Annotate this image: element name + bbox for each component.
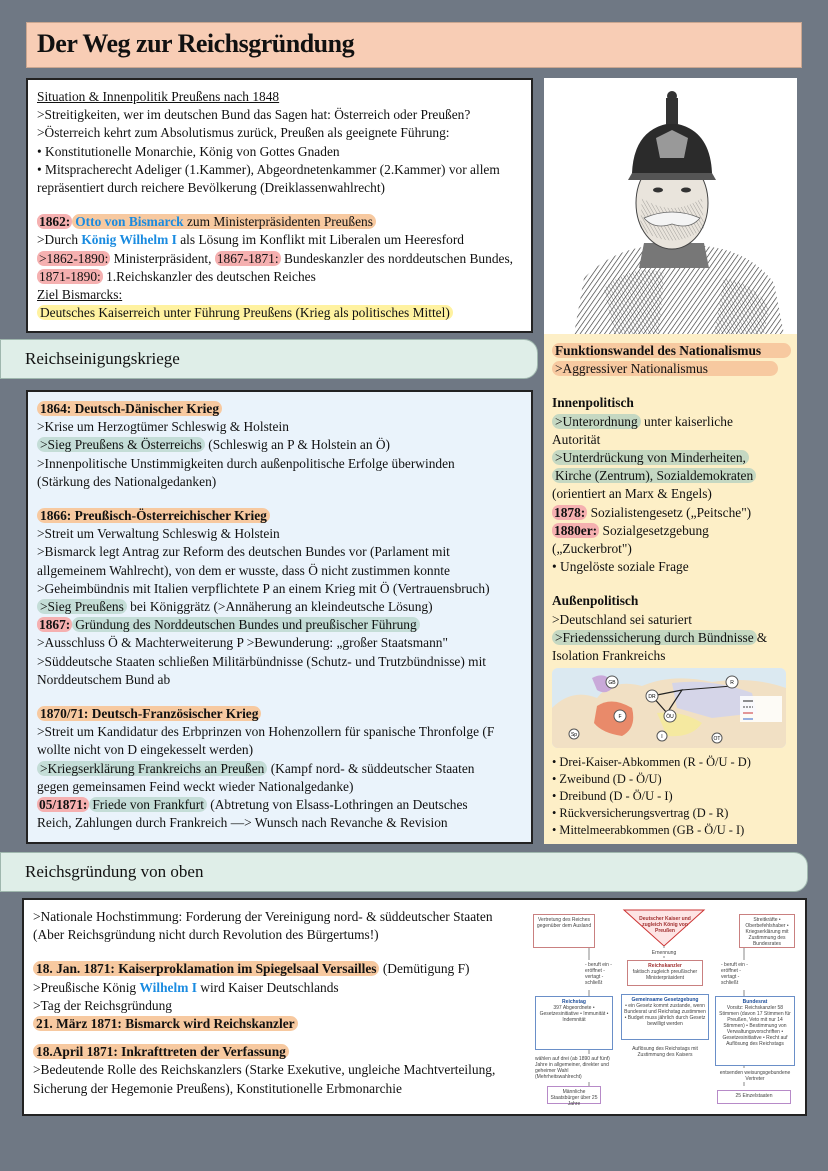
nat-line: Isolation Frankreichs	[552, 648, 666, 664]
k2-norddeutscher-bund: Gründung des Norddeutschen Bundes und preußischer Führung	[72, 617, 419, 632]
bundesrat-title: Bundesrat	[742, 999, 768, 1005]
kriege-line: >Streit um Verwaltung Schleswig & Holstein	[37, 526, 280, 542]
ziel-text: Deutsches Kaiserreich unter Führung Preußens (Krieg als politisches Mittel)	[37, 305, 453, 320]
aussen-heading: Außenpolitisch	[552, 593, 639, 609]
kriege-line: bei Königgrätz (>Annäherung an kleindeutsche Lösung)	[130, 599, 433, 615]
situation-line: • Konstitutionelle Monarchie, König von Gottes Gnaden	[37, 143, 340, 159]
king-wilhelm: König Wilhelm I	[81, 232, 177, 248]
kaiser-box	[637, 914, 693, 936]
nat-line: unter kaiserliche	[644, 413, 733, 429]
kriege-line: >Süddeutsche Staaten schließen Militärbündnisse (Schutz- und Trutzbündnisse) mit	[37, 653, 487, 669]
reichstag-title: Reichstag	[562, 999, 586, 1005]
maenner-box	[547, 1086, 601, 1107]
year-1862: >1862-1890:	[39, 250, 109, 266]
page-title: Der Weg zur Reichsgründung	[37, 29, 355, 58]
reichskanzler-box	[627, 960, 703, 986]
nat-line: („Zuckerbrot")	[552, 541, 632, 557]
oben-line: >Nationale Hochstimmung: Forderung der Vereinigung nord- & süddeutscher Staaten	[33, 909, 493, 924]
bundesrat-box	[715, 996, 795, 1066]
situation-line: >Streitigkeiten, wer im deutschen Bund das Sagen hat: Österreich oder Preußen?	[37, 107, 471, 123]
reichstag-sub: 397 Abgeordnete • Gesetzesinitiative • Immunität • Indemnität	[539, 1005, 609, 1023]
durch-line	[37, 231, 522, 249]
kriege-line: Reich, Zahlungen durch Frankreich —> Wunsch nach Revanche & Revision	[37, 815, 448, 831]
kriege-line: Norddeutschem Bund ab	[37, 671, 171, 687]
nat-line: &	[756, 629, 768, 645]
reichskanzler-sub: faktisch zugleich preußischer Ministerpräsident	[632, 969, 698, 981]
kriege-line: allgemeinem Wahlrecht), von dem er wusste, dass Ö nicht zustimmen konnte	[37, 562, 450, 578]
gesetzgebung-title: Gemeinsame Gesetzgebung	[631, 997, 699, 1003]
verfassung-diagram	[529, 908, 799, 1108]
kriege-line: >Bismarck legt Antrag zur Reform des deutschen Bundes vor (Parlament mit	[37, 544, 450, 560]
year-1867: 1867-1871:	[216, 250, 279, 266]
wahl-note	[533, 1054, 613, 1082]
entsenden-note	[717, 1068, 793, 1082]
bismarck-reichskanzler: 21. März 1871: Bismarck wird Reichskanzler	[33, 1016, 298, 1031]
career-text: 1.Reichskanzler des deutschen Reiches	[106, 268, 316, 284]
buendnis-item: • Mittelmeerabkommen (GB - Ö/U - I)	[552, 823, 745, 838]
map-label: F	[618, 714, 622, 721]
nat-line: >Deutschland sei saturiert	[552, 611, 692, 627]
nat-line: Sozialgesetzgebung	[602, 522, 709, 538]
map-label: OT	[713, 736, 721, 743]
oben-line: (Aber Reichsgründung nicht durch Revolution des Bürgertums!)	[33, 927, 379, 943]
kriege-line: >Krise um Herzogtümer Schleswig & Holstein	[37, 419, 289, 435]
career-text: Ministerpräsident,	[113, 250, 212, 266]
streitkraefte-box	[739, 914, 795, 948]
section-reichsgruendung-von-oben: Reichsgründung von oben	[0, 852, 808, 892]
situation-line: • Mitspracherecht Adeliger (1.Kammer), Abgeordnetenkammer (2.Kammer) vor allem	[37, 161, 500, 177]
nationalismus-sub: >Aggressiver Nationalismus	[552, 361, 778, 376]
unterdrueckung: >Unterdrückung von Minderheiten,	[552, 450, 749, 465]
verfassung: 18.April 1871: Inkrafttreten der Verfassung	[33, 1044, 289, 1059]
aufloesung	[625, 1044, 705, 1058]
k2-title: 1866: Preußisch-Österreichischer Krieg	[37, 508, 270, 523]
unterordnung: >Unterordnung	[552, 414, 641, 429]
kriege-box	[26, 390, 533, 844]
map-label: GB	[608, 680, 616, 687]
buendnis-item: • Dreibund (D - Ö/U - I)	[552, 789, 673, 804]
bundesrat-sub: Vorsitz: Reichskanzler 58 Stimmen (davon 17 Stimmen für Preußen, Veto mit nur 14 Stimmen) • Bestimmung von Verwaltungsvorschriften • Gesetzesinitiative • Recht auf Auflösung des Reichstags	[719, 1005, 791, 1047]
kriege-line: >Ausschluss Ö & Machterweiterung P >Bewunderung: „großer Staatsmann"	[37, 635, 448, 651]
year-1880er: 1880er:	[554, 522, 598, 538]
ernennung-label: Ernennung	[651, 950, 677, 956]
innen-heading: Innenpolitisch	[552, 395, 634, 411]
k3-kriegserklaerung: >Kriegserklärung Frankreichs an Preußen	[37, 761, 267, 776]
kriege-line: >Geheimbündnis mit Italien verpflichtete P an einem Krieg mit Ö (Vertrauensbruch)	[37, 580, 490, 596]
unterdrueckung-cont: Kirche (Zentrum), Sozialdemokraten	[552, 468, 756, 483]
bismarck-portrait-image	[544, 78, 797, 334]
kriege-line: >Innenpolitische Unstimmigkeiten durch außenpolitische Erfolge überwinden	[37, 455, 455, 471]
wahl-label: wählen auf drei (ab 1890 auf fünf) Jahre in allgemeiner, direkter und geheimer Wahl (Mehrheitswahlrecht)	[535, 1056, 610, 1080]
nat-line: Sozialistengesetz („Peitsche")	[590, 504, 752, 520]
career-line	[37, 250, 522, 268]
title-bar	[26, 22, 802, 68]
friedenssicherung: >Friedenssicherung durch Bündnisse	[552, 630, 757, 645]
year-1867: 1867:	[39, 617, 71, 633]
kriege-line: >Streit um Kandidatur des Erbprinzen von Hohenzollern für spanische Thronfolge (F	[37, 724, 495, 740]
bismarck-name: Otto von Bismarck	[75, 214, 184, 230]
reichskanzler-title: Reichskanzler	[648, 963, 682, 969]
ziel-heading: Ziel Bismarcks:	[37, 287, 123, 303]
map-label: Sp	[570, 732, 578, 739]
situation-line: >Österreich kehrt zum Absolutismus zurück, Preußen als geeignete Führung:	[37, 125, 450, 141]
k2-sieg: >Sieg Preußens	[37, 599, 127, 614]
year-1871: 1871-1890:	[39, 268, 101, 284]
nat-line: Autorität	[552, 431, 601, 447]
year-1871: 05/1871:	[39, 797, 88, 813]
section-reichseinigungskriege: Reichseinigungskriege	[0, 339, 538, 379]
year-1878: 1878:	[554, 504, 586, 520]
einzelstaaten-label: 25 Einzelstaaten	[735, 1093, 773, 1099]
beruft-right	[719, 960, 753, 990]
gesetzgebung-box	[621, 994, 709, 1040]
oben-line: >Preußische König	[33, 979, 137, 995]
nat-line: (orientiert an Marx & Engels)	[552, 486, 712, 502]
map-label: R	[730, 680, 734, 687]
streitkraefte-label: Streitkräfte • Oberbefehlshaber • Kriegserklärung mit Zustimmung des Bundesrates	[745, 917, 789, 947]
oben-line: >Tag der Reichsgründung	[33, 997, 172, 1013]
beruft-left-label: - beruft ein - eröffnet - vertagt - schließt	[585, 962, 612, 986]
career-text: Bundeskanzler des norddeutschen Bundes,	[283, 250, 514, 266]
bismarck-rest: zum Ministerpräsidenten Preußens	[186, 214, 373, 230]
kriege-line: (Stärkung des Nationalgedanken)	[37, 473, 217, 489]
oben-line: wird Kaiser Deutschlands	[200, 979, 339, 995]
bismarck-year: 1862:	[39, 214, 71, 230]
maenner-label: Männliche Staatsbürger über 25 Jahre	[550, 1089, 598, 1107]
bismarck-line	[37, 213, 522, 231]
beruft-right-label: - beruft ein - eröffnet - vertagt - schließt	[721, 962, 748, 986]
king-wilhelm: Wilhelm I	[139, 979, 197, 995]
vertretung-label: Vertretung des Reiches gegenüber dem Ausland	[536, 917, 592, 929]
situation-box	[26, 78, 533, 333]
k1-title: 1864: Deutsch-Dänischer Krieg	[37, 401, 222, 416]
map-label: DR	[648, 694, 656, 701]
kriege-line: wollte nicht von D eingekesselt werden)	[37, 742, 254, 758]
bismarck-portrait	[544, 78, 797, 334]
buendnis-item: • Zweibund (D - Ö/U)	[552, 772, 662, 787]
entsenden-label: entsenden weisungsgebundene Vertreter	[719, 1070, 791, 1082]
buendnis-item: • Drei-Kaiser-Abkommen (R - Ö/U - D)	[552, 755, 751, 770]
nationalismus-heading: Funktionswandel des Nationalismus	[552, 343, 791, 358]
buendnis-map	[552, 668, 786, 748]
nat-line: • Ungelöste soziale Frage	[552, 559, 689, 575]
kriege-line: (Abtretung von Elsass-Lothringen an Deutsches	[210, 797, 468, 813]
k3-friede: Friede von Frankfurt	[89, 797, 207, 812]
kriege-line: (Schleswig an P & Holstein an Ö)	[208, 437, 390, 453]
europe-map-image	[552, 668, 786, 748]
aufloesung-label: Auflösung des Reichstags mit Zustimmung des Kaisers	[632, 1046, 698, 1058]
oben-box	[22, 898, 807, 1116]
kaiser-label: Deutscher Kaiser und zugleich König von Preußen	[639, 916, 691, 934]
durch-pre: >Durch	[37, 232, 79, 248]
kriege-line: gegen gemeinsamen Feind weckt wieder Nationalgedanke)	[37, 778, 354, 794]
kaiserproklamation: 18. Jan. 1871: Kaiserproklamation im Spiegelsaal Versailles	[33, 961, 379, 976]
vertretung-box	[533, 914, 595, 948]
oben-line: >Bedeutende Rolle des Reichskanzlers (Starke Exekutive, ungleiche Machtverteilung,	[33, 1062, 496, 1078]
k3-title: 1870/71: Deutsch-Französischer Krieg	[37, 706, 261, 721]
map-label: I	[661, 734, 663, 741]
gesetzgebung-sub: • ein Gesetz kommt zustande, wenn Bundesrat und Reichstag zustimmen • Budget muss jährlich durch Gesetz bewilligt werden	[624, 1003, 706, 1027]
buendnis-item: • Rückversicherungsvertrag (D - R)	[552, 806, 729, 821]
map-label: ÖU	[666, 714, 674, 721]
ernennung	[639, 948, 689, 956]
einzelstaaten-box	[717, 1090, 791, 1104]
oben-line: (Demütigung F)	[382, 961, 470, 977]
beruft-left	[583, 960, 617, 990]
durch-post: als Lösung im Konflikt mit Liberalen um Heeresford	[180, 232, 464, 248]
situation-heading: Situation & Innenpolitik Preußens nach 1848	[37, 89, 280, 104]
reichstag-box	[535, 996, 613, 1050]
k1-sieg: >Sieg Preußens & Österreichs	[37, 437, 205, 452]
career-line	[37, 268, 522, 286]
situation-line: repräsentiert durch reichere Bevölkerung (Dreiklassenwahlrecht)	[37, 180, 385, 196]
kriege-line: (Kampf nord- & süddeutscher Staaten	[270, 760, 475, 776]
nationalismus-box	[544, 334, 797, 844]
oben-line: Sicherung der Hegemonie Preußens), Konstitutionelle Erbmonarchie	[33, 1080, 402, 1096]
